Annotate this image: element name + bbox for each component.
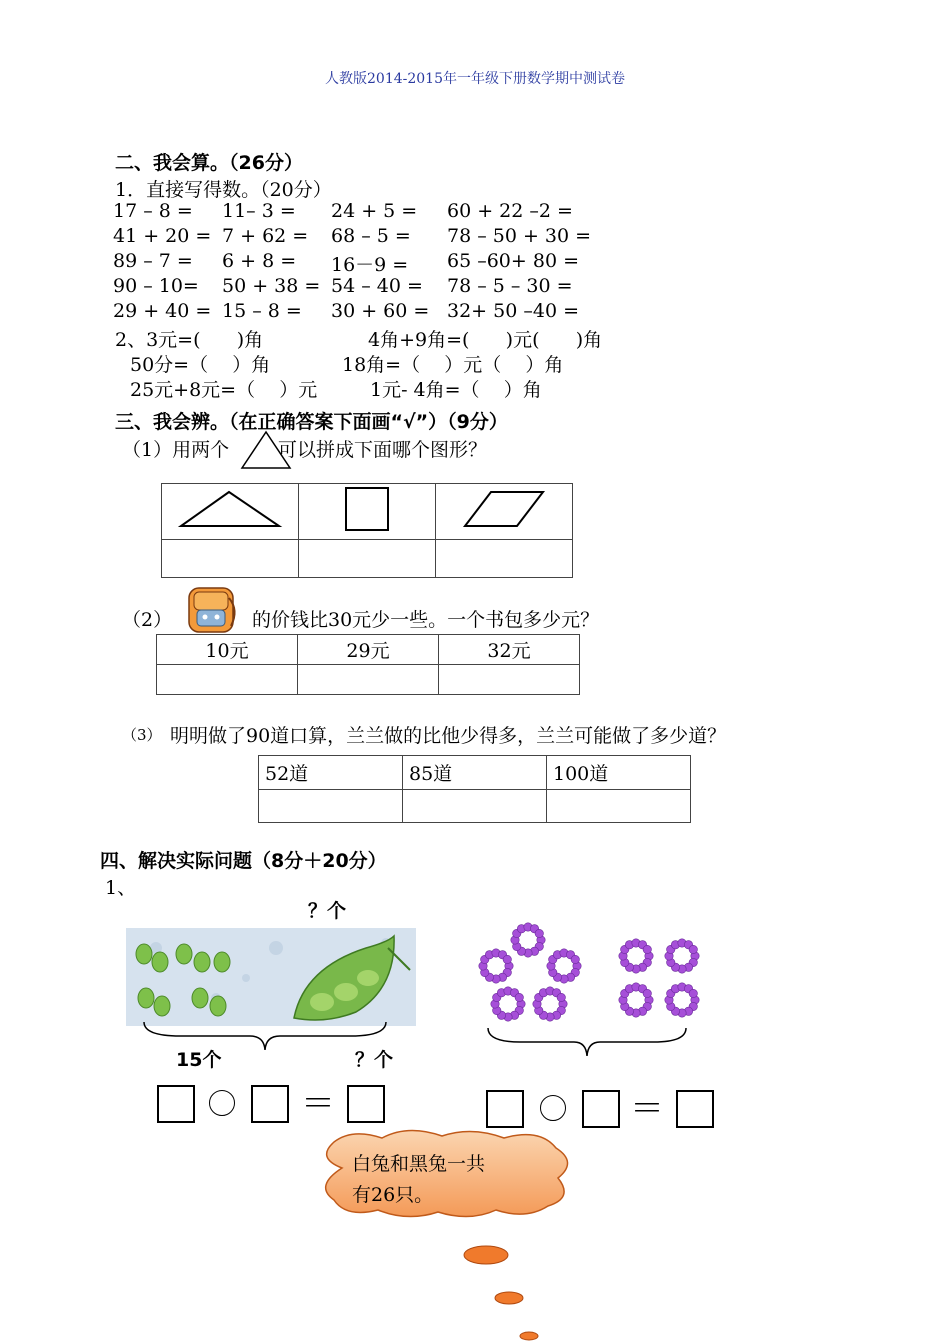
q3-1-prefix: （1）用两个 <box>122 439 230 461</box>
calc-item: 11– 3 = <box>222 200 296 222</box>
calc-item: 29 + 40 = <box>113 300 212 322</box>
calc-item: 78 – 50 + 30 = <box>447 225 592 247</box>
q2-line-2a: 50分=（ ）角 <box>130 354 271 376</box>
equals-sign-icon: ＝ <box>630 1089 664 1129</box>
parallelogram-shape-icon <box>459 484 549 534</box>
section-3-title: 三、我会辨。（在正确答案下面画“√”）（9分） <box>115 411 508 433</box>
option-label: 29元 <box>298 635 439 665</box>
operator-circle[interactable] <box>540 1095 566 1121</box>
bead-ring <box>533 987 567 1021</box>
q1-title: 1．直接写得数。（20分） <box>115 179 332 201</box>
calc-item: 90 – 10= <box>113 275 199 297</box>
calc-item: 78 – 5 – 30 = <box>447 275 573 297</box>
answer-cell[interactable] <box>547 790 691 823</box>
answer-cell[interactable] <box>403 790 547 823</box>
calc-item: 17 – 8 = <box>113 200 193 222</box>
beans-picture <box>126 928 416 1026</box>
answer-cell[interactable] <box>259 790 403 823</box>
bead-ring <box>619 983 653 1017</box>
bead-ring <box>491 987 525 1021</box>
bead-ring <box>511 923 545 957</box>
calc-item: 65 –60+ 80 = <box>447 250 579 272</box>
option-triangle[interactable] <box>162 484 299 540</box>
bead-rings-picture <box>468 920 708 1030</box>
brace-right-group <box>484 1024 690 1058</box>
option-label: 10元 <box>157 635 298 665</box>
bubble-dot-medium <box>493 1290 525 1306</box>
q4-1-label: 1、 <box>105 877 137 899</box>
answer-cell[interactable] <box>299 540 436 578</box>
equals-sign-icon: ＝ <box>301 1084 335 1124</box>
calc-item: 7 + 62 = <box>222 225 309 247</box>
q2-line-3a: 25元+8元=（ ）元 <box>130 379 318 401</box>
bead-ring <box>665 939 699 973</box>
calc-item: 24 + 5 = <box>331 200 418 222</box>
calc-item: 68 – 5 = <box>331 225 411 247</box>
bubble-dot-large <box>462 1244 510 1266</box>
known-count-label: 15个 <box>176 1049 222 1071</box>
backpack-price-table <box>156 634 580 695</box>
answer-cell[interactable] <box>162 540 299 578</box>
option-square[interactable] <box>299 484 436 540</box>
calc-item: 50 + 38 = <box>222 275 321 297</box>
calc-item: 89 – 7 = <box>113 250 193 272</box>
triangle-shape-icon <box>175 484 285 534</box>
page-header: 人教版2014-2015年一年级下册数学期中测试卷 <box>325 71 625 87</box>
q3-2-prefix: （2） <box>122 609 173 631</box>
answer-cell[interactable] <box>439 665 580 695</box>
answer-box[interactable] <box>157 1085 195 1123</box>
unknown-count-label: ？个 <box>355 1049 394 1071</box>
q2-line-3b: 1元- 4角=（ ）角 <box>370 379 542 401</box>
calc-item: 6 + 8 = <box>222 250 297 272</box>
q3-3-prefix: （3） <box>122 726 162 744</box>
option-label: 52道 <box>259 756 403 790</box>
shape-options-table <box>161 483 573 578</box>
answer-cell[interactable] <box>157 665 298 695</box>
bead-ring <box>479 949 513 983</box>
q3-3-text: 明明做了90道口算，兰兰做的比他少得多，兰兰可能做了多少道？ <box>170 725 727 747</box>
option-label: 85道 <box>403 756 547 790</box>
q3-1-suffix: 可以拼成下面哪个图形？ <box>278 439 488 461</box>
bubble-line-1: 白兔和黑兔一共 <box>352 1153 486 1175</box>
bead-ring <box>547 949 581 983</box>
section-2-title: 二、我会算。（26分） <box>115 152 303 174</box>
calc-item: 41 + 20 = <box>113 225 212 247</box>
bubble-dot-small <box>518 1330 540 1342</box>
q2-line-2b: 18角=（ ）元（ ）角 <box>342 354 564 376</box>
calc-item: 15 – 8 = <box>222 300 302 322</box>
bubble-line-2: 有26只。 <box>352 1184 434 1206</box>
problems-count-table <box>258 755 691 823</box>
answer-box[interactable] <box>486 1090 524 1128</box>
calc-item: 30 + 60 = <box>331 300 430 322</box>
option-label: 32元 <box>439 635 580 665</box>
option-parallelogram[interactable] <box>436 484 573 540</box>
answer-box[interactable] <box>676 1090 714 1128</box>
bead-ring <box>619 939 653 973</box>
section-4-title: 四、解决实际问题（8分＋20分） <box>100 850 387 872</box>
calc-item: 54 – 40 = <box>331 275 423 297</box>
calc-item: 32+ 50 –40 = <box>447 300 579 322</box>
q3-2-text: 的价钱比30元少一些。一个书包多少元？ <box>252 609 600 631</box>
answer-cell[interactable] <box>436 540 573 578</box>
option-label: 100道 <box>547 756 691 790</box>
answer-box[interactable] <box>347 1085 385 1123</box>
backpack-icon <box>183 582 241 634</box>
bead-ring <box>665 983 699 1017</box>
operator-circle[interactable] <box>209 1090 235 1116</box>
answer-box[interactable] <box>251 1085 289 1123</box>
calc-item: 60 + 22 –2 = <box>447 200 573 222</box>
answer-box[interactable] <box>582 1090 620 1128</box>
q2-line-1a: 2、3元=( )角 <box>115 329 264 351</box>
square-shape-icon <box>342 484 392 534</box>
total-count-label: ？个 <box>308 900 347 922</box>
calc-item: 16－9 = <box>331 254 409 276</box>
q2-line-1b: 4角+9角=( )元( )角 <box>368 329 603 351</box>
answer-cell[interactable] <box>298 665 439 695</box>
